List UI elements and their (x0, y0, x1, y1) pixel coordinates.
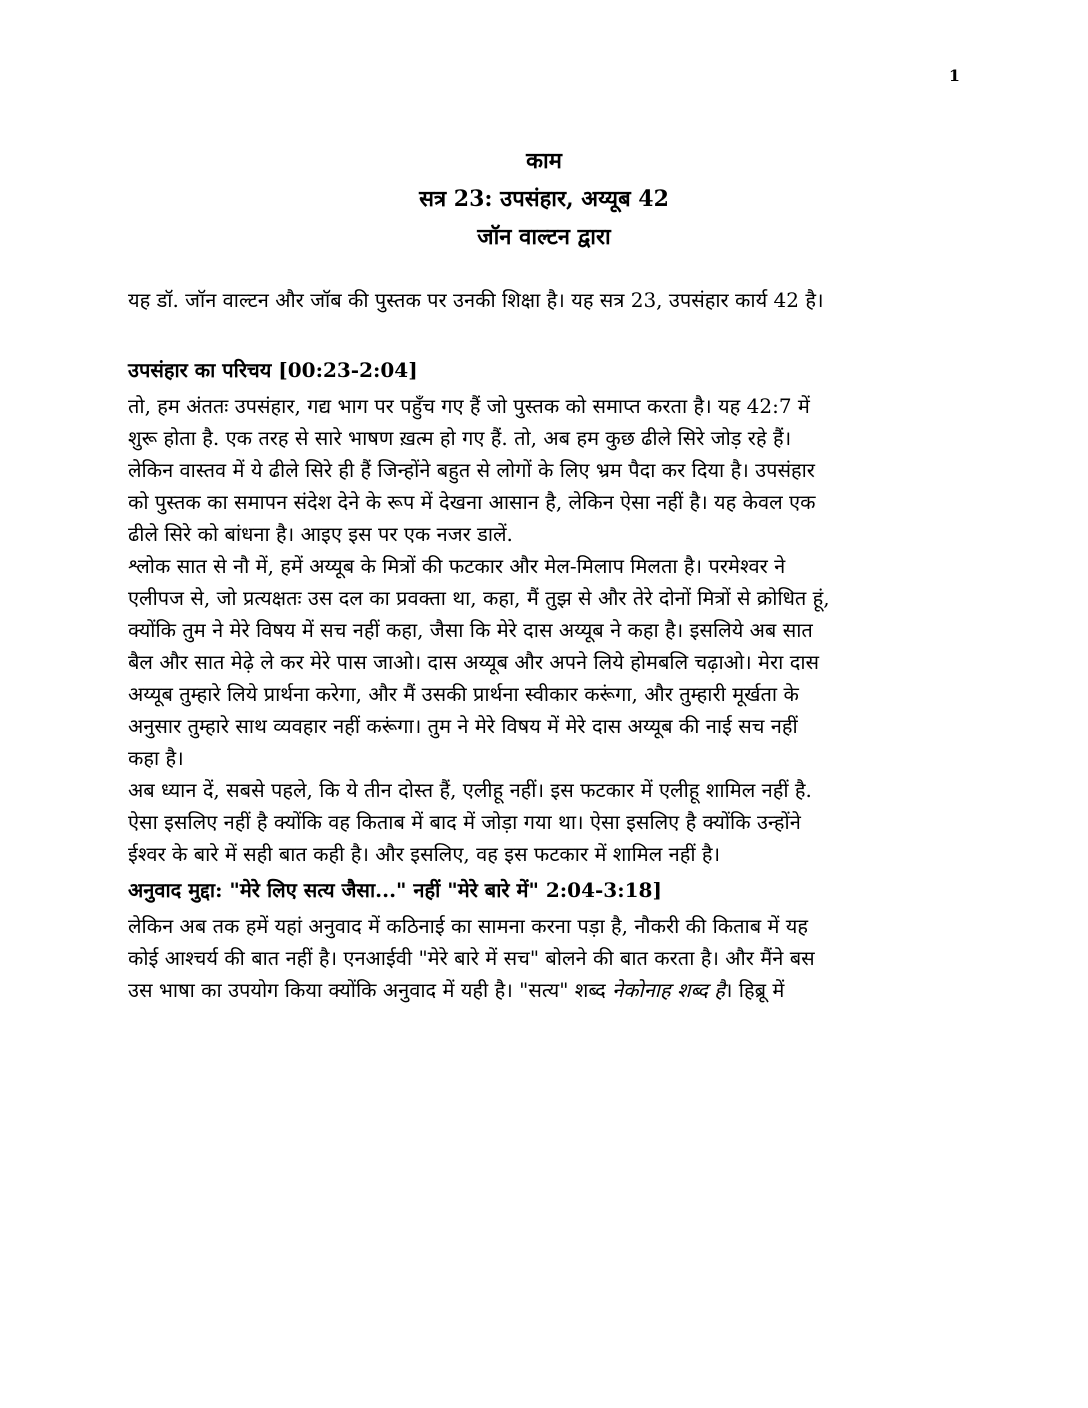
text-segment: । हिब्रू में (724, 978, 785, 1002)
text-line: क्योंकि तुम ने मेरे विषय में सच नहीं कहा, जैसा कि मेरे दास अय्यूब ने कहा है। इसलिये अब सात (128, 618, 813, 642)
paragraph (128, 390, 968, 550)
intro-paragraph: यह डॉ. जॉन वाल्टन और जॉब की पुस्तक पर उनकी शिक्षा है। यह सत्र 23, उपसंहार कार्य 42 है। (128, 288, 824, 312)
author-line: जॉन वाल्टन द्वारा (477, 224, 611, 250)
section-heading-introduction: उपसंहार का परिचय [00:23-2:04] (128, 358, 418, 382)
text-line: शुरू होता है. एक तरह से सारे भाषण ख़त्म हो गए हैं. तो, अब हम कुछ ढीले सिरे जोड़ रहे हैं। (128, 426, 792, 450)
text-line: लेकिन वास्तव में ये ढीले सिरे ही हैं जिन्होंने बहुत से लोगों के लिए भ्रम पैदा कर दिया है। उपसंहार (128, 458, 815, 482)
text-line: को पुस्तक का समापन संदेश देने के रूप में देखना आसान है, लेकिन ऐसा नहीं है। यह केवल एक (128, 490, 816, 514)
document-body (128, 284, 968, 1006)
text-line-mixed (128, 974, 968, 1006)
text-line: एलीपज से, जो प्रत्यक्षतः उस दल का प्रवक्ता था, कहा, मैं तुझ से और तेरे दोनों मित्रों से क्रोधित हूं, (128, 586, 830, 610)
text-line: लेकिन अब तक हमें यहां अनुवाद में कठिनाई का सामना करना पड़ा है, नौकरी की किताब में यह (128, 914, 809, 938)
text-line: अय्यूब तुम्हारे लिये प्रार्थना करेगा, और मैं उसकी प्रार्थना स्वीकार करूंगा, और तुम्हारी मूर्खता के (128, 682, 799, 706)
title-block (0, 142, 1088, 256)
text-line: ऐसा इसलिए नहीं है क्योंकि वह किताब में बाद में जोड़ा गया था। ऐसा इसलिए है क्योंकि उन्होंने (128, 810, 801, 834)
text-line: तो, हम अंततः उपसंहार, गद्य भाग पर पहुँच गए हैं जो पुस्तक को समाप्त करता है। यह 42:7 में (128, 394, 810, 418)
paragraph (128, 550, 968, 774)
text-line: बैल और सात मेढ़े ले कर मेरे पास जाओ। दास अय्यूब और अपने लिये होमबलि चढ़ाओ। मेरा दास (128, 650, 820, 674)
section-heading-translation: अनुवाद मुद्दा: "मेरे लिए सत्य जैसा..." नहीं "मेरे बारे में" 2:04-3:18] (128, 878, 662, 902)
paragraph (128, 910, 968, 1006)
document-title: काम (526, 148, 562, 174)
text-segment: उस भाषा का उपयोग किया क्योंकि अनुवाद में यही है। "सत्य" शब्द (128, 978, 613, 1002)
text-line: ईश्वर के बारे में सही बात कही है। और इसलिए, वह इस फटकार में शामिल नहीं है। (128, 842, 721, 866)
page-number: 1 (948, 66, 960, 85)
text-line: कोई आश्चर्य की बात नहीं है। एनआईवी "मेरे बारे में सच" बोलने की बात करता है। और मैंने बस (128, 946, 815, 970)
text-line: अब ध्यान दें, सबसे पहले, कि ये तीन दोस्त हैं, एलीहू नहीं। इस फटकार में एलीहू शामिल नहीं है. (128, 778, 812, 802)
text-line: ढीले सिरे को बांधना है। आइए इस पर एक नजर डालें. (128, 522, 513, 546)
text-line: अनुसार तुम्हारे साथ व्यवहार नहीं करूंगा। तुम ने मेरे विषय में मेरे दास अय्यूब की नाई सच नहीं (128, 714, 798, 738)
text-line: कहा है। (128, 746, 184, 770)
text-line: श्लोक सात से नौ में, हमें अय्यूब के मित्रों की फटकार और मेल-मिलाप मिलता है। परमेश्वर ने (128, 554, 786, 578)
paragraph (128, 774, 968, 870)
italic-term: नेकोनाह शब्द है (612, 978, 725, 1002)
session-title: सत्र 23: उपसंहार, अय्यूब 42 (419, 186, 669, 212)
